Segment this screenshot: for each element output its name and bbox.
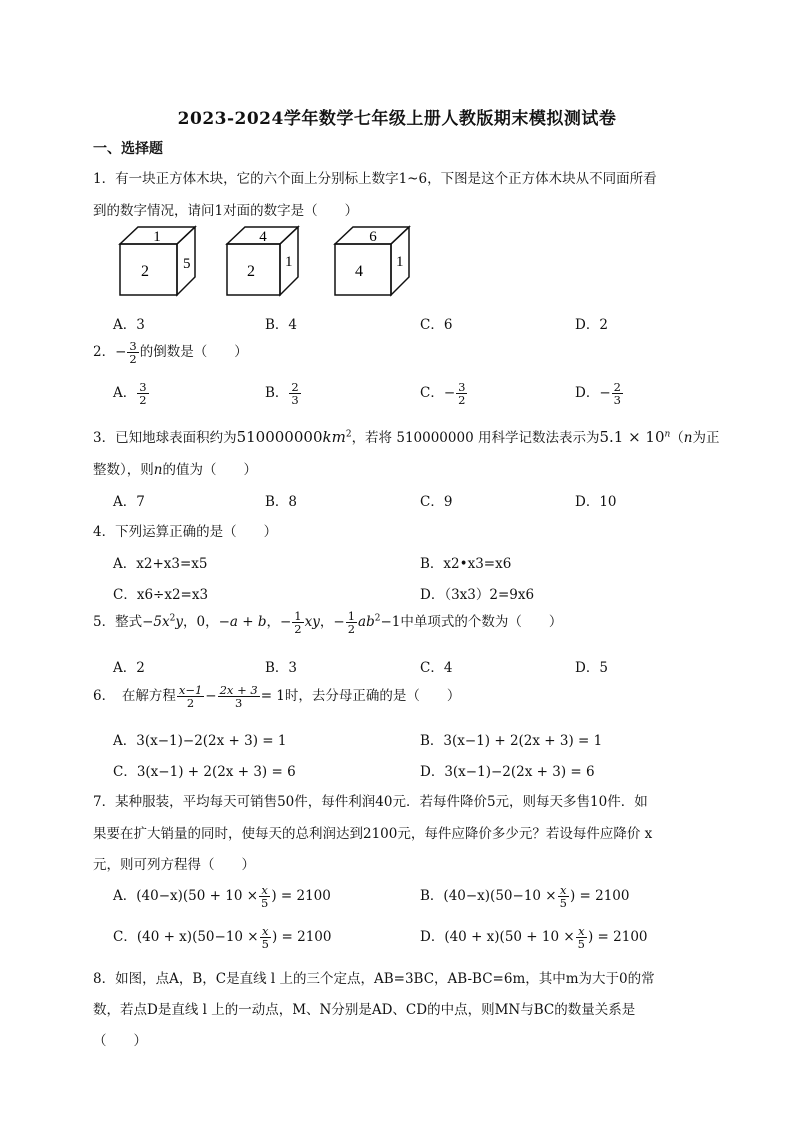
q2-option-a[interactable]: A． $\frac{3}{2}$ <box>113 380 147 407</box>
q3-line2: 整数），则n的值为（ ） <box>93 462 257 478</box>
cube-2 <box>227 227 298 295</box>
q1-line2: 到的数字情况，请问1对面的数字是（ ） <box>93 203 359 219</box>
q2-option-b[interactable]: B． $\frac{2}{3}$ <box>265 380 299 407</box>
q7-line2: 果要在扩大销量的同时，使每天的总利润达到2100元，每件应降价多少元？若设每件应降价 x <box>93 826 653 842</box>
q4-option-b[interactable]: B．x2•x3=x6 <box>420 556 512 572</box>
q6-option-a[interactable]: A．3(x−1)−2(2x + 3) = 1 <box>113 733 287 749</box>
q1-option-c[interactable]: C．6 <box>420 317 453 333</box>
cube-3 <box>335 227 409 295</box>
cube-2-top: 4 <box>259 229 267 245</box>
q1-option-d[interactable]: D．2 <box>575 317 608 333</box>
cube-2-side: 1 <box>285 254 293 270</box>
q3-option-b[interactable]: B．8 <box>265 494 298 510</box>
q3-line1: 3．已知地球表面积约为$510000000km^2$，若将 510000000 用科学记数法表示为$5.1 \times 10^n(n$为正 <box>93 428 720 446</box>
q7-line3: 元，则可列方程得（ ） <box>93 857 255 873</box>
cube-1-side: 5 <box>183 256 191 272</box>
q7-line1: 7．某种服装，平均每天可销售50件，每件利润40元．若每件降价5元，则每天多售10件．如 <box>93 794 648 810</box>
page-title: 2023-2024学年数学七年级上册人教版期末模拟测试卷 <box>177 109 617 129</box>
q1-option-b[interactable]: B．4 <box>265 317 298 333</box>
q3-option-a[interactable]: A．7 <box>113 494 145 510</box>
cube-3-side: 1 <box>396 254 404 270</box>
q4-option-a[interactable]: A．x2+x3=x5 <box>113 556 208 572</box>
q2-option-d[interactable]: D．− $\frac{2}{3}$ <box>575 380 621 407</box>
cube-figures <box>113 222 423 298</box>
q3-option-c[interactable]: C．9 <box>420 494 453 510</box>
q5-option-c[interactable]: C．4 <box>420 660 453 676</box>
q5-option-a[interactable]: A．2 <box>113 660 145 676</box>
q7-option-c[interactable]: C．(40 + x)(50−10 × $\frac{x}{5}$ ) = 2100 <box>113 924 332 951</box>
q7-option-a[interactable]: A．(40−x)(50 + 10 × $\frac{x}{5}$ ) = 2100 <box>113 883 331 910</box>
q8-line2: 数，若点D是直线 l 上的一动点，M、N分别是AD、CD的中点，则MN与BC的数量关系是 <box>93 1002 636 1018</box>
cube-1-front: 2 <box>141 263 149 280</box>
q5-option-b[interactable]: B．3 <box>265 660 298 676</box>
q7-option-d[interactable]: D．(40 + x)(50 + 10 × $\frac{x}{5}$ ) = 2100 <box>420 924 648 951</box>
q1-line1: 1．有一块正方体木块，它的六个面上分别标上数字1~6，下图是这个正方体木块从不同面所看 <box>93 171 657 187</box>
q6-option-c[interactable]: C．3(x−1) + 2(2x + 3) = 6 <box>113 764 296 780</box>
cube-3-top: 6 <box>369 229 377 245</box>
q6-stem: 6． 在解方程 $\frac{x-1}{2}$ − $\frac{2x + 3}{3}$ = 1时，去分母正确的是（ ） <box>93 683 461 710</box>
q7-option-b[interactable]: B．(40−x)(50−10 × $\frac{x}{5}$ ) = 2100 <box>420 883 630 910</box>
q6-option-d[interactable]: D．3(x−1)−2(2x + 3) = 6 <box>420 764 595 780</box>
q1-option-a[interactable]: A．3 <box>113 317 145 333</box>
q6-option-b[interactable]: B．3(x−1) + 2(2x + 3) = 1 <box>420 733 603 749</box>
cube-1 <box>120 227 195 295</box>
q8-line3: （ ） <box>93 1033 147 1049</box>
q2-option-c[interactable]: C．− $\frac{3}{2}$ <box>420 380 466 407</box>
q8-line1: 8．如图，点A，B，C是直线 l 上的三个定点，AB=3BC，AB-BC=6m，其中m为大于0的常 <box>93 971 655 987</box>
section-heading: 一、选择题 <box>93 141 163 157</box>
q4-option-d[interactable]: D．（3x3）2=9x6 <box>420 587 535 603</box>
q4-option-c[interactable]: C．x6÷x2=x3 <box>113 587 209 603</box>
cube-1-top: 1 <box>153 229 161 245</box>
q3-option-d[interactable]: D．10 <box>575 494 617 510</box>
q2-stem: 2．− $\frac{3}{2}$ 的倒数是（ ） <box>93 339 248 366</box>
q4-stem: 4．下列运算正确的是（ ） <box>93 524 278 540</box>
q5-stem: 5．整式$-5x^2y$，0，−a + b，− $\frac{1}{2}$ xy，− $\frac{1}{2}$ $ab^2-1$中单项式的个数为（ ） <box>93 609 563 636</box>
cube-2-front: 2 <box>247 263 255 280</box>
q5-option-d[interactable]: D．5 <box>575 660 608 676</box>
cube-3-front: 4 <box>355 263 363 280</box>
